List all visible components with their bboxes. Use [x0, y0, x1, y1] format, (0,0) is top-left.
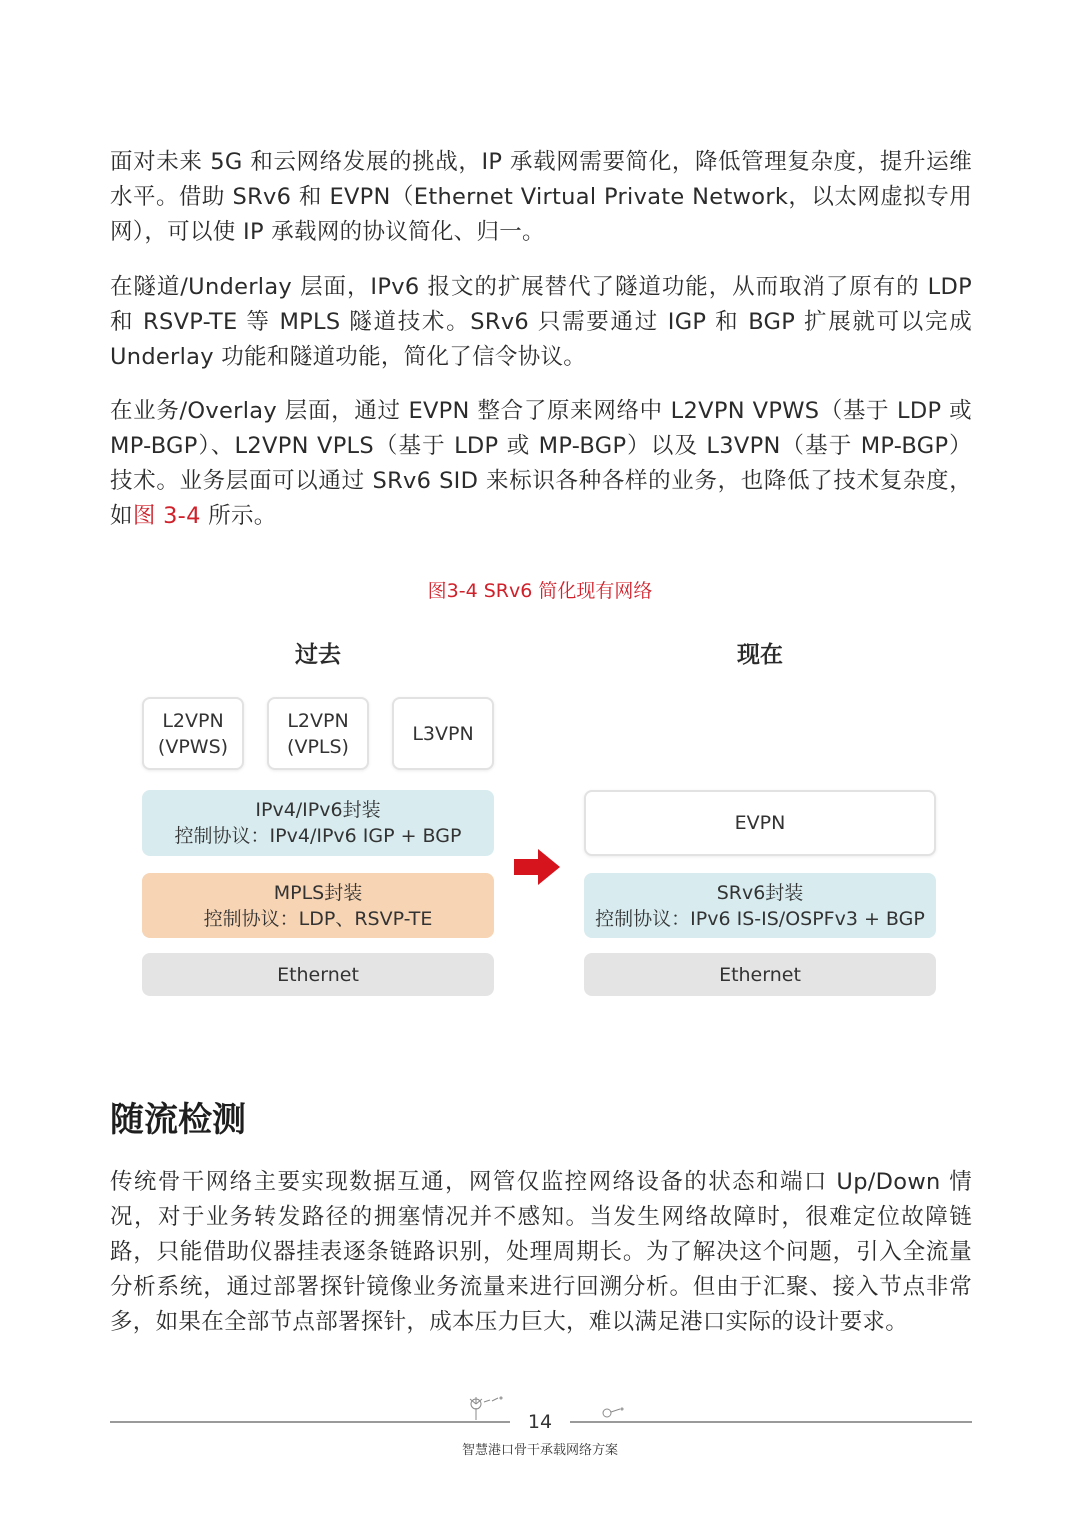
paragraph-underlay: 在隧道/Underlay 层面，IPv6 报文的扩展替代了隧道功能，从而取消了原有的 LDP 和 RSVP-TE 等 MPLS 隧道技术。SRv6 只需要通过 IGP 和 BGP 扩展就可以完成 Underlay 功能和隧道功能，简化了信令协议。	[110, 274, 972, 370]
srv6-encap-line1: SRv6封装	[716, 881, 804, 904]
ethernet-box-past	[142, 953, 494, 996]
footer-doc-title: 智慧港口骨干承载网络方案	[461, 1443, 618, 1458]
srv6-encap-box	[584, 873, 936, 938]
l2vpn-vpls-box	[267, 697, 369, 770]
dandelion-icon	[462, 1396, 506, 1422]
paragraph-overlay-tail: 所示。	[200, 503, 277, 529]
l2vpn-vpls-line1: L2VPN	[287, 709, 349, 732]
figure-reference-link[interactable]: 图 3-4	[132, 503, 201, 529]
mpls-encap-line2: 控制协议：LDP、RSVP-TE	[203, 907, 433, 930]
ethernet-box-now	[584, 953, 936, 996]
l2vpn-vpws-box	[142, 697, 244, 770]
l2vpn-vpls-line2: (VPLS)	[287, 735, 349, 758]
l2vpn-vpws-line1: L2VPN	[162, 709, 224, 732]
column-title-past: 过去	[295, 642, 341, 668]
mpls-encap-line1: MPLS封装	[273, 881, 363, 904]
l2vpn-vpws-line2: (VPWS)	[157, 735, 229, 758]
footer-divider-right	[570, 1421, 972, 1423]
paragraph-overlay-text: 在业务/Overlay 层面，通过 EVPN 整合了原来网络中 L2VPN VPWS（基于 LDP 或 MP-BGP）、L2VPN VPLS（基于 LDP 或 MP-BGP）以及 L3VPN（基于 MP-BGP）技术。业务层面可以通过 SRv6 SID 来标识各种各样的业务，也降低了技术复杂度，如	[110, 398, 972, 529]
footer-divider-left	[110, 1421, 510, 1423]
ip-encap-line1: IPv4/IPv6封装	[255, 799, 381, 821]
evpn-label: EVPN	[734, 812, 786, 834]
paragraph-intro: 面对未来 5G 和云网络发展的挑战，IP 承载网需要简化，降低管理复杂度，提升运维水平。借助 SRv6 和 EVPN（Ethernet Virtual Private Network，以太网虚拟专用网），可以使 IP 承载网的协议简化、归一。	[110, 149, 972, 245]
l3vpn-label: L3VPN	[412, 722, 474, 745]
ip-encap-line2: 控制协议：IPv4/IPv6 IGP + BGP	[174, 825, 462, 847]
l3vpn-box	[392, 697, 494, 770]
page-number: 14	[527, 1411, 553, 1433]
srv6-encap-line2: 控制协议：IPv6 IS-IS/OSPFv3 + BGP	[595, 907, 925, 930]
seed-icon	[598, 1406, 624, 1420]
section-body: 传统骨干网络主要实现数据互通，网管仅监控网络设备的状态和端口 Up/Down 情况，对于业务转发路径的拥塞情况并不感知。当发生网络故障时，很难定位故障链路，只能借助仪器挂表逐条链路识别，处理周期长。为了解决这个问题，引入全流量分析系统，通过部署探针镜像业务流量来进行回溯分析。但由于汇聚、接入节点非常多，如果在全部节点部署探针，成本压力巨大，难以满足港口实际的设计要求。	[110, 1169, 972, 1335]
ethernet-label-past: Ethernet	[277, 963, 359, 986]
ip-encap-box	[142, 790, 494, 856]
ethernet-label-now: Ethernet	[719, 963, 801, 986]
mpls-encap-box	[142, 873, 494, 938]
section-heading: 随流检测	[110, 1100, 246, 1140]
paragraph-overlay	[110, 394, 972, 534]
right-arrow-icon	[514, 849, 560, 885]
figure-caption: 图3-4 SRv6 简化现有网络	[427, 580, 653, 602]
column-title-now: 现在	[737, 642, 783, 668]
evpn-box	[584, 790, 936, 856]
